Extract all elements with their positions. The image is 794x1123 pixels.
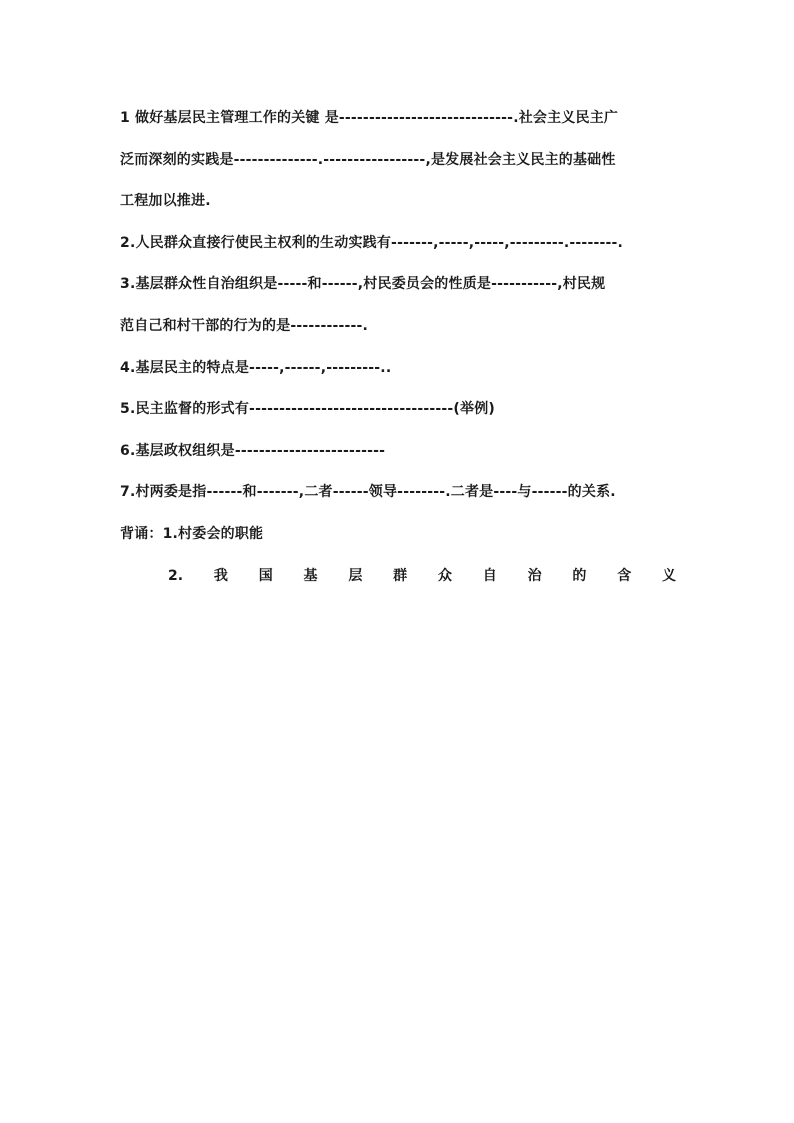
recite-item-2-char: 2.: [168, 568, 184, 584]
recite-item-2: [168, 566, 676, 586]
recite-heading: 背诵：1.村委会的职能: [120, 526, 264, 542]
recite-item-2-char: 群: [393, 568, 408, 584]
recite-item-2-char: 的: [572, 568, 587, 584]
recite-item-2-char: 国: [258, 568, 273, 584]
recite-item-2-char: 众: [437, 568, 452, 584]
recite-item-2-char: 我: [213, 568, 228, 584]
question-5: 5.民主监督的形式有----------------------------------(举例): [120, 401, 496, 417]
question-1-line-1: 1 做好基层民主管理工作的关键 是-----------------------------.社会主义民主广: [120, 110, 619, 126]
recite-item-2-char: 层: [348, 568, 363, 584]
question-6: 6.基层政权组织是-------------------------: [120, 443, 386, 459]
question-3-line-1: 3.基层群众性自治组织是-----和------,村民委员会的性质是-----------,村民规: [120, 276, 606, 292]
question-7: 7.村两委是指------和-------,二者------领导--------.二者是----与------的关系.: [120, 484, 616, 500]
question-4: 4.基层民主的特点是-----,------,---------..: [120, 360, 392, 376]
recite-item-2-char: 义: [662, 568, 676, 584]
recite-item-2-char: 治: [527, 568, 542, 584]
question-1-line-3: 工程加以推进.: [120, 193, 211, 209]
question-3-line-2: 范自己和村干部的行为的是------------.: [120, 318, 369, 334]
recite-item-2-char: 自: [482, 568, 497, 584]
question-2: 2.人民群众直接行使民主权利的生动实践有-------,-----,-----,---------.--------.: [120, 235, 624, 251]
recite-item-2-char: 含: [617, 568, 632, 584]
recite-item-2-char: 基: [303, 568, 318, 584]
question-1-line-2: 泛而深刻的实践是--------------.-----------------,是发展社会主义民主的基础性: [120, 152, 616, 168]
